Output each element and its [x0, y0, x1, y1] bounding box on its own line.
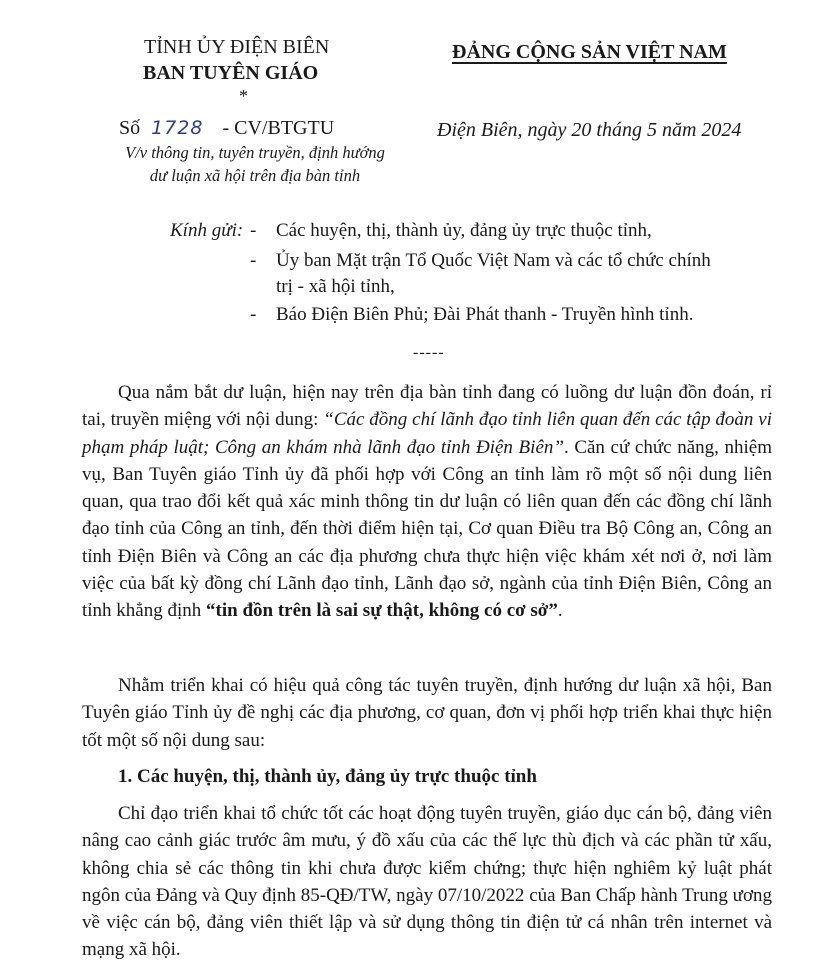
- recipient-dash: -: [250, 304, 257, 325]
- recipient-item-continued: trị - xã hội tỉnh,: [276, 276, 395, 297]
- paragraph-3: Chỉ đạo triển khai tổ chức tốt các hoạt động tuyên truyền, giáo dục cán bộ, đảng viên nâng cao cảnh giác trước âm mưu, ý đồ xấu của các thế lực thù địch và các phần tử xấu, không chia sẻ các thông tin khi chưa được kiểm chứng; thực hiện nghiêm kỷ luật phát ngôn của Đảng và Quy định 85-QĐ/TW, ngày 07/10/2022 của Ban Chấp hành Trung ương về việc cán bộ, đảng viên thiết lập và sử dụng thông tin điện tử cá nhân trên internet và mạng xã hội.: [82, 803, 772, 961]
- p1-text-a: Qua nắm bắt dư luận, hiện nay trên địa bàn tỉnh đang có luồng dư luận đồn đoán, rỉ tai, truyền miệng với nội dung:: [82, 382, 772, 431]
- party-heading: ĐẢNG CỘNG SẢN VIỆT NAM: [452, 41, 727, 63]
- separator: -----: [413, 344, 445, 361]
- recipient-item: Báo Điện Biên Phủ; Đài Phát thanh - Truyền hình tỉnh.: [276, 304, 694, 325]
- p1-text-c: .: [557, 600, 563, 622]
- recipient-item: Ủy ban Mặt trận Tổ Quốc Việt Nam và các tổ chức chính: [276, 250, 711, 271]
- paragraph-1: [82, 379, 772, 625]
- subject-line-2: dư luận xã hội trên địa bàn tỉnh: [149, 166, 361, 185]
- recipient-dash: -: [250, 220, 257, 241]
- section-1-heading: 1. Các huyện, thị, thành ủy, đảng ủy trực thuộc tỉnh: [118, 766, 537, 787]
- p1-text-b: . Căn cứ chức năng, nhiệm vụ, Ban Tuyên giáo Tỉnh ủy đã phối hợp với Công an tỉnh làm rõ một số nội dung liên quan, qua trao đổi kết quả xác minh thông tin dư luận có liên quan đến các đồng chí lãnh đạo tỉnh của Công an tỉnh, đến thời điểm hiện tại, Cơ quan Điều tra Bộ Công an, Công an tỉnh Điện Biên và Công an các địa phương chưa thực hiện việc khám xét nơi ở, nơi làm việc của bất kỳ đồng chí Lãnh đạo tỉnh, Lãnh đạo sở, ngành của tỉnh Điện Biên, Công an tỉnh khẳng định: [82, 436, 772, 622]
- document-number: [119, 117, 334, 140]
- issuing-department: BAN TUYÊN GIÁO: [143, 62, 319, 84]
- recipient-dash: -: [250, 250, 257, 271]
- handwritten-number: 1728: [151, 117, 204, 139]
- paragraph-2: Nhằm triển khai có hiệu quả công tác tuyên truyền, định hướng dư luận xã hội, Ban Tuyên giáo Tỉnh ủy đề nghị các địa phương, cơ quan, đơn vị phối hợp triển khai thực hiện tốt một số nội dung sau:: [82, 675, 772, 751]
- recipient-item: Các huyện, thị, thành ủy, đảng ủy trực thuộc tỉnh,: [276, 220, 652, 241]
- number-suffix: - CV/BTGTU: [222, 117, 335, 139]
- p1-quote: “Các đồng chí lãnh đạo tỉnh liên quan đến các tập đoàn vi phạm pháp luật; Công an khám nhà lãnh đạo tỉnh Điện Biên”: [82, 409, 772, 458]
- place-and-date: Điện Biên, ngày 20 tháng 5 năm 2024: [437, 119, 742, 141]
- header-star: *: [239, 86, 248, 106]
- recipients-label: Kính gửi:: [170, 220, 244, 241]
- number-prefix: Số: [119, 117, 141, 139]
- p1-bold-statement: “tin đồn trên là sai sự thật, không có cơ sở”: [206, 600, 558, 622]
- subject: [100, 141, 410, 187]
- subject-line-1: V/v thông tin, tuyên truyền, định hướng: [125, 143, 385, 162]
- issuing-organization: TỈNH ỦY ĐIỆN BIÊN: [144, 36, 330, 58]
